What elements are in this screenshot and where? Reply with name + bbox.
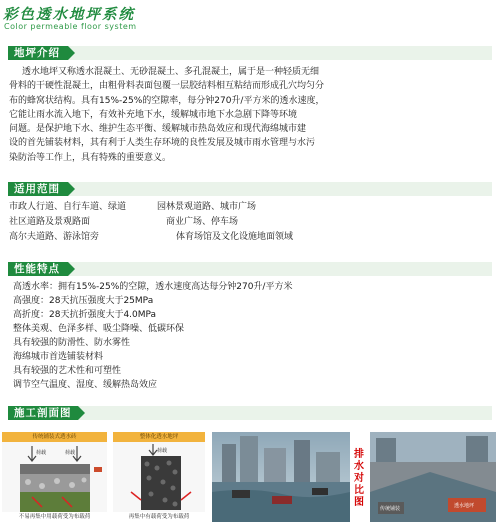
feature-item: 高强度：28天抗压强度大于25MPa <box>13 296 154 306</box>
section-header-construction <box>8 406 492 420</box>
usage-item: 体育场馆及文化设施地面领域 <box>176 232 294 242</box>
diagram-caption: 再集中有载荷受为布载荷 <box>113 512 205 522</box>
integrated-section-illustration <box>113 442 205 512</box>
feature-item: 海绵城市首选铺装材料 <box>13 352 104 362</box>
usage-item: 市政人行道、自行车道、绿道 <box>9 202 127 212</box>
diagram-banner: 传统铺装式透水砖 <box>2 432 107 442</box>
usage-item: 高尔夫道路、游泳馆旁 <box>9 232 100 242</box>
page-subtitle: Color permeable floor system <box>4 22 137 31</box>
section-header-features <box>8 262 492 276</box>
section-title-intro: 地坪介绍 <box>14 47 60 59</box>
usage-item: 商业广场、停车场 <box>166 217 239 227</box>
intro-line: 问题。是保护地下水、维护生态平衡、缓解城市热岛效应和现代海绵城市建 <box>9 124 307 135</box>
section-title-construction: 施工剖面图 <box>14 407 72 419</box>
feature-item: 高折度：28天抗折强度大于4.0MPa <box>13 310 157 320</box>
intro-line: 骨料的干硬性混凝土，由粗骨料表面包覆一层胶结料相互粘结而形成孔穴均匀分 <box>9 81 325 92</box>
intro-line: 设的首先铺装材料，其有利于人类生存环境的良性发展及城市雨水管理与水污 <box>9 138 316 149</box>
flooded-street-photo <box>212 432 350 522</box>
traditional-section-illustration <box>2 442 107 512</box>
intro-paragraph <box>9 65 374 165</box>
traditional-paving-diagram <box>2 432 107 522</box>
load-label: 荷载 <box>36 450 47 456</box>
diagram-caption: 不易再集中用载荷受为布载荷 <box>2 512 107 522</box>
sign-traditional: 传统铺装 <box>380 506 401 512</box>
intro-line: 透水地坪又称透水混凝土、无砂混凝土、多孔混凝土，属于是一种轻质无细 <box>22 67 320 77</box>
feature-item: 整体美观、色泽多样、吸尘降噪、低碳环保 <box>13 324 185 334</box>
diagram-banner: 整体化透水地坪 <box>113 432 205 442</box>
feature-item: 调节空气温度、湿度、缓解热岛效应 <box>13 380 158 390</box>
section-header-intro <box>8 46 492 60</box>
usage-item: 园林景观道路、城市广场 <box>157 202 257 212</box>
intro-line: 它能让雨水流入地下，有效补充地下水，缓解城市地下水急剧下降等环境 <box>9 109 298 120</box>
section-title-usage: 适用范围 <box>14 183 60 195</box>
load-label: 荷载 <box>157 448 168 454</box>
page-title: 彩色透水地坪系统 <box>3 7 135 23</box>
intro-line: 布的蜂窝状结构。具有15%-25%的空隙率，每分钟270升/平方米的透水速度， <box>9 95 325 106</box>
sign-permeable: 透水地坪 <box>454 503 475 509</box>
drainage-comparison-photo <box>370 432 496 522</box>
integrated-paving-diagram <box>113 432 205 522</box>
section-title-features: 性能特点 <box>14 263 60 275</box>
intro-line: 染防治等工作上，具有特殊的重要意义。 <box>9 152 172 163</box>
feature-item: 具有较强的防滑性、防水雾性 <box>13 338 131 348</box>
usage-item: 社区道路及景观路面 <box>9 217 91 227</box>
feature-item: 高透水率：拥有15%-25%的空隙，透水速度高达每分钟270升/平方米 <box>13 282 293 292</box>
feature-item: 具有较强的艺术性和可塑性 <box>13 366 122 376</box>
drainage-comparison-label: 排水对比图 <box>354 449 364 508</box>
section-header-usage <box>8 182 492 196</box>
load-label: 荷载 <box>65 450 76 456</box>
